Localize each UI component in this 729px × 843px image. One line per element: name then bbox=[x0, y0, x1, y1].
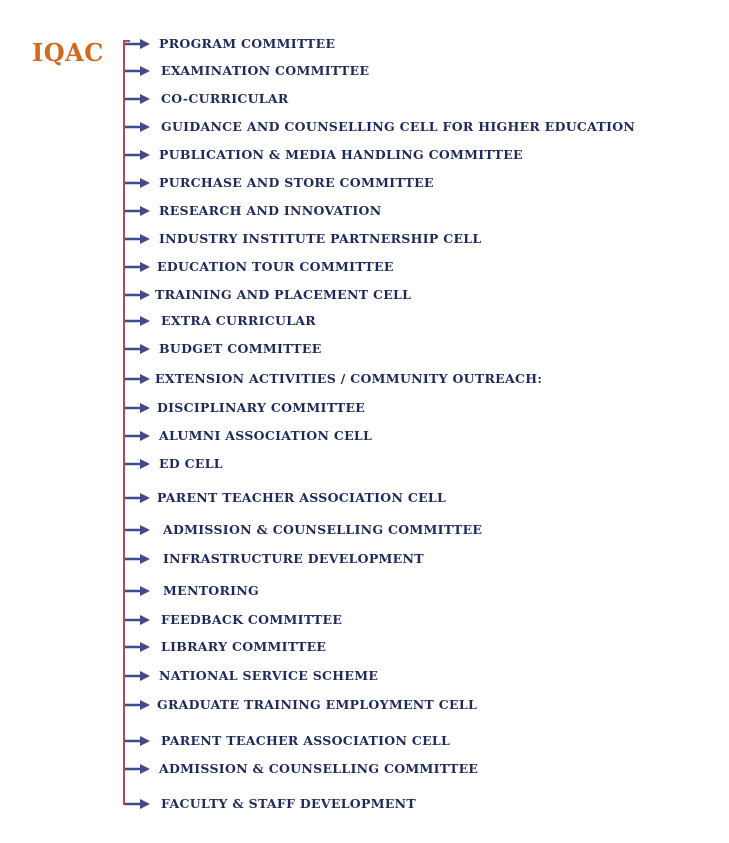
branch-label: PROGRAM COMMITTEE bbox=[159, 36, 336, 51]
arrow-right-icon bbox=[125, 612, 151, 628]
branch-item bbox=[125, 697, 477, 713]
branch-label: CO-CURRICULAR bbox=[161, 91, 289, 106]
branch-item bbox=[125, 490, 446, 506]
arrow-right-icon bbox=[125, 119, 151, 135]
branch-item bbox=[125, 341, 322, 357]
branch-label: EDUCATION TOUR COMMITTEE bbox=[157, 259, 394, 274]
arrow-right-icon bbox=[125, 231, 151, 247]
arrow-right-icon bbox=[125, 761, 151, 777]
arrow-right-icon bbox=[125, 91, 151, 107]
arrow-right-icon bbox=[125, 583, 151, 599]
branch-label: PARENT TEACHER ASSOCIATION CELL bbox=[161, 733, 451, 748]
branch-label: ADMISSION & COUNSELLING COMMITTEE bbox=[163, 522, 483, 537]
branch-item bbox=[125, 91, 289, 107]
branch-item bbox=[125, 456, 223, 472]
arrow-right-icon bbox=[125, 203, 151, 219]
branch-label: TRAINING AND PLACEMENT CELL bbox=[155, 287, 412, 302]
branch-label: ED CELL bbox=[159, 456, 223, 471]
branch-item bbox=[125, 583, 259, 599]
branch-item bbox=[125, 36, 335, 52]
branch-label: ALUMNI ASSOCIATION CELL bbox=[159, 428, 373, 443]
arrow-right-icon bbox=[125, 259, 151, 275]
branch-item bbox=[125, 119, 635, 135]
branch-item bbox=[125, 796, 416, 812]
branch-label: FACULTY & STAFF DEVELOPMENT bbox=[161, 796, 416, 811]
root-node-iqac: IQAC bbox=[32, 38, 104, 67]
branch-item bbox=[125, 612, 342, 628]
arrow-right-icon bbox=[125, 371, 151, 387]
branch-label: ADMISSION & COUNSELLING COMMITTEE bbox=[159, 761, 479, 776]
branch-label: INFRASTRUCTURE DEVELOPMENT bbox=[163, 551, 424, 566]
branch-item bbox=[125, 639, 326, 655]
branch-item bbox=[125, 231, 481, 247]
arrow-right-icon bbox=[125, 63, 151, 79]
branch-label: RESEARCH AND INNOVATION bbox=[159, 203, 382, 218]
branch-label: EXTENSION ACTIVITIES / COMMUNITY OUTREACH: bbox=[155, 371, 543, 386]
branch-item bbox=[125, 400, 365, 416]
branch-item bbox=[125, 259, 394, 275]
arrow-right-icon bbox=[125, 639, 151, 655]
branch-item bbox=[125, 371, 542, 387]
arrow-right-icon bbox=[125, 456, 151, 472]
arrow-right-icon bbox=[125, 36, 151, 52]
branch-label: BUDGET COMMITTEE bbox=[159, 341, 322, 356]
arrow-right-icon bbox=[125, 522, 151, 538]
branch-label: DISCIPLINARY COMMITTEE bbox=[157, 400, 366, 415]
branch-label: PUBLICATION & MEDIA HANDLING COMMITTEE bbox=[159, 147, 523, 162]
branch-item bbox=[125, 147, 523, 163]
arrow-right-icon bbox=[125, 796, 151, 812]
branch-item bbox=[125, 428, 372, 444]
arrow-right-icon bbox=[125, 313, 151, 329]
branch-item bbox=[125, 63, 369, 79]
branch-item bbox=[125, 733, 450, 749]
branch-item bbox=[125, 313, 316, 329]
arrow-right-icon bbox=[125, 668, 151, 684]
branch-item bbox=[125, 522, 482, 538]
arrow-right-icon bbox=[125, 490, 151, 506]
branch-label: FEEDBACK COMMITTEE bbox=[161, 612, 343, 627]
branch-label: INDUSTRY INSTITUTE PARTNERSHIP CELL bbox=[159, 231, 482, 246]
branch-label: GRADUATE TRAINING EMPLOYMENT CELL bbox=[157, 697, 478, 712]
arrow-right-icon bbox=[125, 551, 151, 567]
arrow-right-icon bbox=[125, 175, 151, 191]
branch-label: PURCHASE AND STORE COMMITTEE bbox=[159, 175, 434, 190]
arrow-right-icon bbox=[125, 341, 151, 357]
arrow-right-icon bbox=[125, 147, 151, 163]
arrow-right-icon bbox=[125, 733, 151, 749]
branch-label: PARENT TEACHER ASSOCIATION CELL bbox=[157, 490, 447, 505]
branch-label: GUIDANCE AND COUNSELLING CELL FOR HIGHER EDUCATION bbox=[161, 119, 636, 134]
branch-item bbox=[125, 287, 411, 303]
branch-item bbox=[125, 761, 478, 777]
branch-label: EXTRA CURRICULAR bbox=[161, 313, 316, 328]
arrow-right-icon bbox=[125, 400, 151, 416]
branch-label: LIBRARY COMMITTEE bbox=[161, 639, 327, 654]
branch-label: MENTORING bbox=[163, 583, 260, 598]
branch-label: EXAMINATION COMMITTEE bbox=[161, 63, 370, 78]
branch-item bbox=[125, 175, 434, 191]
branch-item bbox=[125, 551, 424, 567]
branch-label: NATIONAL SERVICE SCHEME bbox=[159, 668, 379, 683]
branch-item bbox=[125, 203, 381, 219]
arrow-right-icon bbox=[125, 287, 151, 303]
arrow-right-icon bbox=[125, 428, 151, 444]
branch-item bbox=[125, 668, 378, 684]
arrow-right-icon bbox=[125, 697, 151, 713]
